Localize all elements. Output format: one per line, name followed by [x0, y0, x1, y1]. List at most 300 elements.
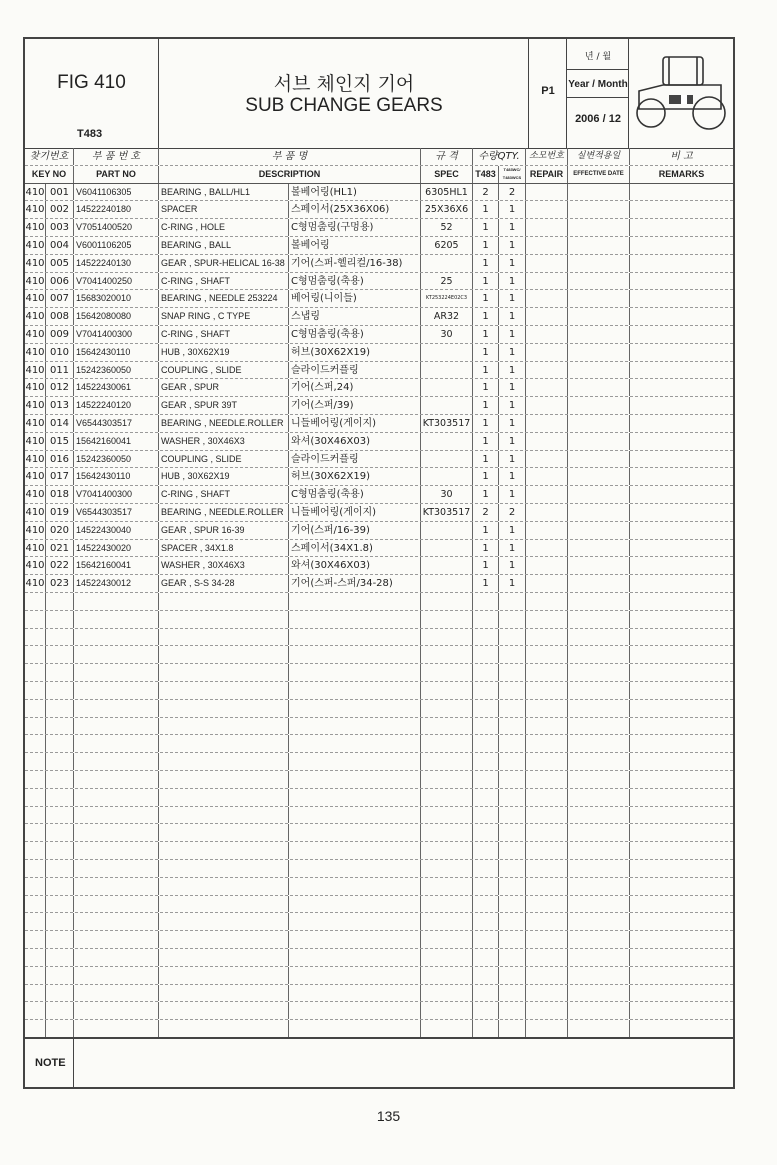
cell-key: 017: [45, 468, 73, 485]
empty-row: [25, 611, 733, 629]
cell-rem: [629, 290, 733, 307]
cell-desc: SPACER , 34X1.8: [158, 540, 288, 557]
cell-key: [45, 664, 73, 681]
cell-rem: [629, 913, 733, 930]
cell-part: 14522430020: [73, 540, 158, 557]
cell-desc: HUB , 30X62X19: [158, 468, 288, 485]
cell-fig: 410: [25, 400, 45, 412]
cell-ko: [288, 753, 420, 770]
cell-desc: [158, 878, 288, 895]
qty-header-wc: T483WC/ T483WCS: [498, 166, 525, 183]
tractor-icon: [629, 39, 734, 148]
cell-q2: [498, 593, 525, 610]
cell-part: 15642430110: [73, 344, 158, 361]
cell-part: [73, 842, 158, 859]
table-row: [25, 201, 733, 219]
cell-key: [45, 700, 73, 717]
cell-q2: 1: [498, 397, 525, 414]
cell-rem: [629, 273, 733, 290]
cell-eff: [567, 184, 629, 201]
cell-part: V7051400520: [73, 219, 158, 236]
cell-q2: [498, 718, 525, 735]
cell-fig: 410: [25, 240, 45, 251]
cell-eff: [567, 433, 629, 450]
cell-q2: 1: [498, 201, 525, 218]
cell-key: 019: [45, 504, 73, 521]
cell-key: [45, 629, 73, 646]
cell-rem: [629, 664, 733, 681]
desc-header-en: DESCRIPTION: [158, 166, 420, 183]
cell-eff: [567, 611, 629, 628]
cell-part: 15242360050: [73, 362, 158, 379]
cell-ko: 슬라이드커플링: [288, 451, 420, 468]
cell-eff: [567, 486, 629, 503]
cell-key: 007: [45, 290, 73, 307]
cell-desc: [158, 611, 288, 628]
table-row: [25, 344, 733, 362]
cell-spec: [420, 629, 472, 646]
cell-eff: [567, 451, 629, 468]
cell-spec: [420, 1020, 472, 1037]
cell-q1: [472, 860, 498, 877]
cell-rem: [629, 415, 733, 432]
empty-row: [25, 896, 733, 914]
cell-q2: [498, 771, 525, 788]
cell-rem: [629, 362, 733, 379]
eff-header-ko: 실변적용일: [567, 148, 629, 165]
empty-row: [25, 878, 733, 896]
cell-rem: [629, 629, 733, 646]
table-row: [25, 486, 733, 504]
cell-spec: [420, 540, 472, 557]
cell-fig: [25, 646, 45, 663]
cell-q1: [472, 753, 498, 770]
cell-eff: [567, 735, 629, 752]
cell-spec: [420, 468, 472, 485]
cell-eff: [567, 344, 629, 361]
cell-q1: [472, 985, 498, 1002]
cell-q1: 1: [472, 219, 498, 236]
cell-part: [73, 949, 158, 966]
cell-spec: [420, 1002, 472, 1019]
cell-rem: [629, 379, 733, 396]
cell-fig: 410: [25, 435, 45, 447]
cell-desc: BEARING , NEEDLE.ROLLER: [158, 415, 288, 432]
cell-ko: [288, 985, 420, 1002]
cell-q2: 1: [498, 308, 525, 325]
cell-part: V6544303517: [73, 415, 158, 432]
cell-desc: [158, 593, 288, 610]
cell-part: [73, 967, 158, 984]
cell-desc: BEARING , BALL/HL1: [158, 184, 288, 201]
cell-desc: C-RING , HOLE: [158, 219, 288, 236]
cell-rem: [629, 824, 733, 841]
cell-part: [73, 789, 158, 806]
cell-ko: 스페이서(25X36X06): [288, 201, 420, 218]
table-row: [25, 290, 733, 308]
cell-key: 021: [45, 540, 73, 557]
cell-part: 15242360050: [73, 451, 158, 468]
cell-rep: [525, 397, 567, 414]
cell-q1: [472, 878, 498, 895]
cell-q2: 1: [498, 486, 525, 503]
cell-fig: [25, 824, 45, 841]
cell-rep: [525, 575, 567, 592]
cell-rem: [629, 931, 733, 948]
cell-part: V6001106205: [73, 237, 158, 254]
cell-key: 023: [45, 575, 73, 592]
cell-key: [45, 878, 73, 895]
cell-ko: 스냅링: [288, 308, 420, 325]
cell-q1: [472, 913, 498, 930]
key-header-ko: 찾기번호: [29, 151, 69, 162]
cell-eff: [567, 807, 629, 824]
cell-rep: [525, 1020, 567, 1037]
cell-rep: [525, 931, 567, 948]
cell-key: 014: [45, 415, 73, 432]
parts-sheet: [23, 37, 735, 1089]
cell-rep: [525, 842, 567, 859]
cell-part: [73, 1002, 158, 1019]
cell-rep: [525, 896, 567, 913]
cell-q1: [472, 842, 498, 859]
cell-q2: 1: [498, 451, 525, 468]
cell-rep: [525, 735, 567, 752]
desc-header-ko: 부 품 명: [158, 148, 420, 165]
cell-rep: [525, 255, 567, 272]
cell-spec: [420, 949, 472, 966]
cell-rem: [629, 540, 733, 557]
cell-eff: [567, 771, 629, 788]
cell-key: [45, 967, 73, 984]
cell-ko: [288, 664, 420, 681]
cell-desc: [158, 771, 288, 788]
eff-header-en: EFFECTIVE DATE: [567, 166, 629, 183]
cell-spec: [420, 789, 472, 806]
cell-q2: [498, 949, 525, 966]
cell-eff: [567, 557, 629, 574]
cell-q2: [498, 664, 525, 681]
cell-spec: [420, 771, 472, 788]
cell-ko: 볼베어링: [288, 237, 420, 254]
cell-part: [73, 771, 158, 788]
cell-rem: [629, 735, 733, 752]
cell-ko: [288, 807, 420, 824]
cell-spec: [420, 379, 472, 396]
spec-header-en: SPEC: [420, 166, 472, 183]
cell-q1: 1: [472, 326, 498, 343]
cell-fig: [25, 735, 45, 752]
cell-q2: [498, 967, 525, 984]
cell-part: [73, 878, 158, 895]
cell-ko: 슬라이드커플링: [288, 362, 420, 379]
cell-eff: [567, 522, 629, 539]
cell-key: 020: [45, 522, 73, 539]
note-box: [25, 1037, 733, 1089]
cell-fig: [25, 1020, 45, 1037]
cell-eff: [567, 540, 629, 557]
cell-key: [45, 896, 73, 913]
cell-rep: [525, 504, 567, 521]
cell-q1: 1: [472, 575, 498, 592]
cell-key: [45, 646, 73, 663]
cell-spec: [420, 611, 472, 628]
year-month-box: [566, 39, 628, 148]
cell-ko: 와셔(30X46X03): [288, 557, 420, 574]
empty-row: [25, 824, 733, 842]
cell-desc: [158, 807, 288, 824]
cell-desc: [158, 682, 288, 699]
cell-key: [45, 1020, 73, 1037]
cell-spec: [420, 557, 472, 574]
cell-fig: [25, 1002, 45, 1019]
cell-part: 15642160041: [73, 433, 158, 450]
cell-q2: [498, 1002, 525, 1019]
cell-desc: COUPLING , SLIDE: [158, 362, 288, 379]
cell-rem: [629, 184, 733, 201]
cell-ko: [288, 611, 420, 628]
cell-spec: [420, 700, 472, 717]
cell-q1: 1: [472, 522, 498, 539]
table-row: [25, 184, 733, 202]
rem-header-en: REMARKS: [629, 166, 733, 183]
cell-fig: [25, 985, 45, 1002]
cell-q1: [472, 1002, 498, 1019]
cell-key: 004: [45, 237, 73, 254]
cell-rep: [525, 593, 567, 610]
cell-q1: [472, 664, 498, 681]
cell-rep: [525, 646, 567, 663]
cell-rem: [629, 433, 733, 450]
cell-spec: [420, 451, 472, 468]
cell-rep: [525, 664, 567, 681]
cell-ko: [288, 896, 420, 913]
cell-spec: [420, 575, 472, 592]
cell-fig: [25, 629, 45, 646]
cell-fig: [25, 682, 45, 699]
cell-key: [45, 611, 73, 628]
cell-fig: 410: [25, 222, 45, 234]
empty-row: [25, 1020, 733, 1038]
cell-spec: [420, 824, 472, 841]
cell-rem: [629, 219, 733, 236]
cell-rem: [629, 682, 733, 699]
cell-q1: [472, 718, 498, 735]
table-row: [25, 575, 733, 593]
cell-rep: [525, 308, 567, 325]
cell-key: 005: [45, 255, 73, 272]
cell-rem: [629, 753, 733, 770]
cell-ko: 기어(스퍼-헬리컬/16-38): [288, 255, 420, 272]
cell-spec: AR32: [420, 308, 472, 325]
part-header-en: PART NO: [73, 166, 158, 183]
cell-fig: [25, 718, 45, 735]
cell-q1: 1: [472, 344, 498, 361]
cell-ko: [288, 967, 420, 984]
cell-part: 15683020010: [73, 290, 158, 307]
cell-fig: 410: [25, 418, 45, 429]
cell-q2: 1: [498, 255, 525, 272]
cell-rem: [629, 522, 733, 539]
cell-rep: [525, 219, 567, 236]
cell-rep: [525, 486, 567, 503]
cell-fig: [25, 664, 45, 681]
cell-part: 14522430061: [73, 379, 158, 396]
table-row: [25, 557, 733, 575]
cell-ko: 와셔(30X46X03): [288, 433, 420, 450]
cell-eff: [567, 237, 629, 254]
cell-eff: [567, 896, 629, 913]
cell-spec: [420, 433, 472, 450]
cell-rep: [525, 985, 567, 1002]
cell-ko: C형멈춤링(축용): [288, 273, 420, 290]
cell-fig: [25, 789, 45, 806]
cell-spec: [420, 735, 472, 752]
cell-rem: [629, 700, 733, 717]
table-row: [25, 273, 733, 291]
cell-rep: [525, 362, 567, 379]
cell-spec: [420, 931, 472, 948]
cell-spec: [420, 860, 472, 877]
model-code: T483: [77, 128, 103, 140]
cell-q1: [472, 896, 498, 913]
cell-part: [73, 824, 158, 841]
cell-fig: [25, 967, 45, 984]
cell-key: 008: [45, 308, 73, 325]
cell-rem: [629, 255, 733, 272]
cell-eff: [567, 664, 629, 681]
cell-rem: [629, 504, 733, 521]
cell-spec: 25X36X6: [420, 201, 472, 218]
cell-rep: [525, 201, 567, 218]
cell-q2: [498, 985, 525, 1002]
cell-ko: [288, 931, 420, 948]
cell-spec: [420, 522, 472, 539]
cell-q2: [498, 807, 525, 824]
cell-fig: 410: [25, 311, 45, 323]
cell-rep: [525, 860, 567, 877]
cell-spec: 30: [420, 486, 472, 503]
cell-spec: [420, 682, 472, 699]
cell-q1: [472, 807, 498, 824]
cell-eff: [567, 878, 629, 895]
cell-desc: [158, 949, 288, 966]
cell-desc: WASHER , 30X46X3: [158, 557, 288, 574]
cell-part: [73, 664, 158, 681]
cell-key: 001: [45, 184, 73, 201]
cell-part: [73, 682, 158, 699]
table-row: [25, 219, 733, 237]
cell-rep: [525, 753, 567, 770]
cell-key: 006: [45, 273, 73, 290]
cell-q2: [498, 700, 525, 717]
cell-q2: [498, 913, 525, 930]
cell-part: V6041106305: [73, 184, 158, 201]
cell-eff: [567, 593, 629, 610]
cell-q1: [472, 611, 498, 628]
cell-q2: 1: [498, 237, 525, 254]
cell-q2: 1: [498, 433, 525, 450]
cell-q2: 1: [498, 522, 525, 539]
cell-eff: [567, 967, 629, 984]
cell-ko: [288, 682, 420, 699]
cell-ko: C형멈춤링(축용): [288, 326, 420, 343]
cell-part: 14522430012: [73, 575, 158, 592]
cell-q1: [472, 949, 498, 966]
cell-key: [45, 789, 73, 806]
empty-row: [25, 646, 733, 664]
cell-ko: 베어링(니이들): [288, 290, 420, 307]
cell-key: 013: [45, 397, 73, 414]
sheet-header: [25, 39, 733, 149]
empty-row: [25, 593, 733, 611]
cell-ko: 기어(스퍼/16-39): [288, 522, 420, 539]
cell-part: 15642160041: [73, 557, 158, 574]
empty-row: [25, 789, 733, 807]
empty-row: [25, 718, 733, 736]
repair-header-ko: 소모번호: [525, 148, 567, 165]
cell-spec: [420, 593, 472, 610]
cell-q2: 2: [498, 504, 525, 521]
cell-fig: 410: [25, 542, 45, 554]
cell-fig: 410: [25, 507, 45, 518]
cell-fig: 410: [25, 204, 45, 216]
cell-rep: [525, 344, 567, 361]
cell-fig: [25, 753, 45, 770]
cell-eff: [567, 504, 629, 521]
cell-key: [45, 824, 73, 841]
cell-ko: [288, 593, 420, 610]
cell-desc: [158, 664, 288, 681]
cell-part: [73, 1020, 158, 1037]
cell-eff: [567, 397, 629, 414]
cell-fig: [25, 913, 45, 930]
cell-q1: 1: [472, 379, 498, 396]
cell-q2: 1: [498, 219, 525, 236]
cell-ko: [288, 842, 420, 859]
cell-q1: 2: [472, 184, 498, 201]
cell-desc: GEAR , SPUR-HELICAL 16-38: [158, 255, 288, 272]
table-row: [25, 362, 733, 380]
cell-rep: [525, 557, 567, 574]
cell-part: [73, 896, 158, 913]
year-month-english: Year / Month: [568, 79, 628, 90]
qty-header-ko: 수량QTY.: [472, 148, 525, 165]
cell-key: 011: [45, 362, 73, 379]
cell-rep: [525, 451, 567, 468]
cell-rep: [525, 611, 567, 628]
empty-row: [25, 913, 733, 931]
cell-q2: [498, 931, 525, 948]
cell-eff: [567, 362, 629, 379]
note-label: NOTE: [35, 1057, 66, 1069]
cell-eff: [567, 575, 629, 592]
cell-part: [73, 700, 158, 717]
cell-fig: [25, 611, 45, 628]
cell-desc: [158, 718, 288, 735]
empty-row: [25, 931, 733, 949]
cell-part: 14522240180: [73, 201, 158, 218]
cell-fig: 410: [25, 453, 45, 465]
cell-ko: 니들베어링(게이지): [288, 504, 420, 521]
qty-header-t483: T483: [472, 166, 498, 183]
cell-rep: [525, 326, 567, 343]
cell-q1: 1: [472, 486, 498, 503]
cell-rep: [525, 824, 567, 841]
cell-q1: 1: [472, 451, 498, 468]
cell-q1: [472, 824, 498, 841]
cell-spec: 6305HL1: [420, 184, 472, 201]
